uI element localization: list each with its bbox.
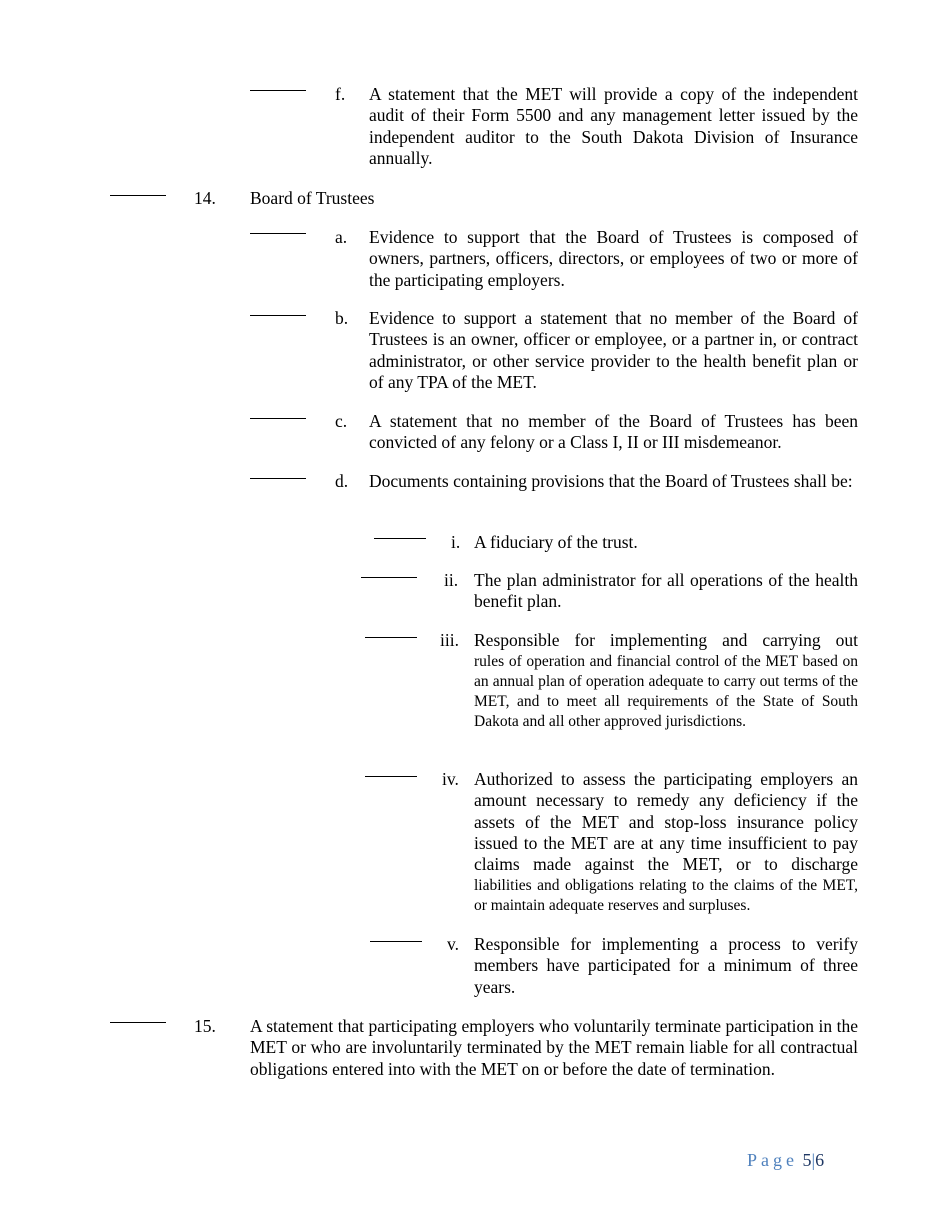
page-footer (747, 1150, 824, 1171)
provision-label-iii: iii. (440, 630, 459, 650)
checkbox-blank-14a[interactable] (250, 233, 306, 234)
checkbox-blank-i[interactable] (374, 538, 426, 539)
checkbox-blank-14d[interactable] (250, 478, 306, 479)
subitem-label-a: a. (335, 227, 348, 247)
provision-text-iii-line1: Responsible for implementing and carrying out (474, 630, 858, 650)
checkbox-blank-14b[interactable] (250, 315, 306, 316)
provision-label-iv: iv. (442, 769, 459, 789)
item-label-14: 14. (194, 188, 216, 208)
checkbox-blank-14c[interactable] (250, 418, 306, 419)
provision-text-ii: The plan administrator for all operations of the health benefit plan. (474, 570, 858, 612)
current-page-number: 5 (802, 1150, 812, 1170)
provision-text-iv-rest: liabilities and obligations relating to the claims of the MET, or maintain adequate reserves and surpluses. (474, 877, 858, 914)
provision-text-iv-main: Authorized to assess the participating employers an amount necessary to remedy any deficiency if the assets of the MET and stop-loss insurance policy issued to the MET are at any time insufficient to pay claims made against the MET, or to discharge (474, 769, 858, 875)
subitem-text-b: Evidence to support a statement that no member of the Board of Trustees is an owner, officer or employee, or a partner in, or contract administrator, or other service provider to the health benefit plan or of any TPA of the MET. (369, 308, 858, 392)
section-title-board-of-trustees: Board of Trustees (250, 188, 375, 208)
checkbox-blank-iv[interactable] (365, 776, 417, 777)
checkbox-blank-14[interactable] (110, 195, 166, 196)
provision-label-i: i. (451, 532, 461, 552)
item-label-f: f. (335, 84, 346, 104)
subitem-text-c: A statement that no member of the Board of Trustees has been convicted of any felony or a Class I, II or III misdemeanor. (369, 411, 858, 453)
subitem-text-a: Evidence to support that the Board of Trustees is composed of owners, partners, officers, directors, or employees of two or more of the participating employers. (369, 227, 858, 290)
provision-text-iii-rest: rules of operation and financial control of the MET based on an annual plan of operation adequate to carry out terms of the MET, and to meet all requirements of the State of South Dakota and all other approved jurisdictions. (474, 653, 858, 730)
provision-label-v: v. (447, 934, 459, 954)
subitem-text-d: Documents containing provisions that the Board of Trustees shall be: (369, 471, 853, 491)
checkbox-blank-iii[interactable] (365, 637, 417, 638)
total-pages-number: 6 (815, 1150, 825, 1170)
subitem-label-d: d. (335, 471, 349, 491)
checkbox-blank-ii[interactable] (361, 577, 417, 578)
checkbox-blank-v[interactable] (370, 941, 422, 942)
page-word: Page (747, 1150, 798, 1170)
provision-text-i: A fiduciary of the trust. (474, 532, 638, 552)
item-label-15: 15. (194, 1016, 216, 1036)
item-text-f: A statement that the MET will provide a copy of the independent audit of their Form 5500 and any management letter issued by the independent auditor to the South Dakota Division of Insurance annually. (369, 84, 858, 168)
provision-text-v: Responsible for implementing a process to verify members have participated for a minimum of three years. (474, 934, 858, 997)
checkbox-blank-15[interactable] (110, 1022, 166, 1023)
page-separator: | (811, 1150, 816, 1170)
provision-label-ii: ii. (444, 570, 459, 590)
subitem-label-c: c. (335, 411, 348, 431)
checkbox-blank-f[interactable] (250, 90, 306, 91)
item-text-15: A statement that participating employers who voluntarily terminate participation in the MET or who are involuntarily terminated by the MET remain liable for all contractual obligations entered into with the MET on or before the date of termination. (250, 1016, 858, 1079)
subitem-label-b: b. (335, 308, 349, 328)
